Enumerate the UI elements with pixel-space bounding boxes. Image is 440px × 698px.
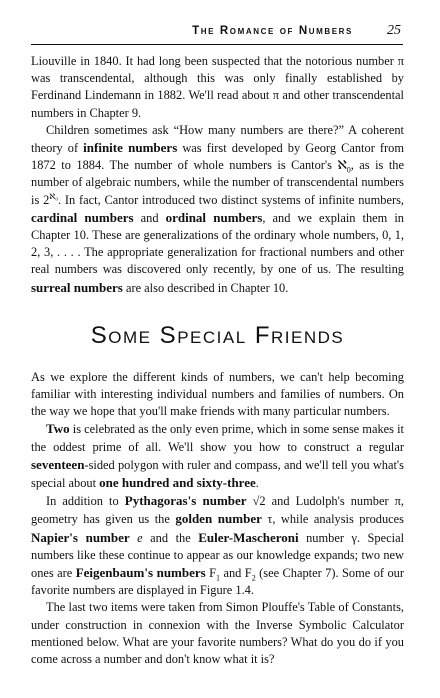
subscript: 2 <box>251 573 256 583</box>
term-euler-mascheroni: Euler-Mascheroni <box>198 529 299 545</box>
body-text <box>31 53 404 668</box>
text-span: are also described in Chapter 10. <box>122 280 289 295</box>
text-span: F <box>205 566 217 581</box>
term-cardinal-numbers: cardinal numbers <box>31 209 134 225</box>
term-seventeen: seventeen <box>31 456 85 472</box>
term-surreal-numbers: surreal numbers <box>31 279 123 295</box>
superscript-aleph-null: ℵ₀ <box>49 191 59 201</box>
text-span: . In fact, Cantor introduced two distinct systems of infinite numbers, <box>58 192 404 207</box>
term-infinite-numbers: infinite numbers <box>83 140 178 156</box>
subscript: 0 <box>346 165 351 175</box>
paragraph-3: As we explore the different kinds of numbers, we can't help becoming familiar with interesting individual numbers and families of numbers. On the way we hope that you'll make friends with many particular numbers. <box>31 369 404 419</box>
text-span: τ, while analysis produces <box>261 512 404 527</box>
paragraph-1: Liouville in 1840. It had long been suspected that the notorious number π was transcendental, although this was only finally established by Ferdinand Lindemann in 1882. We'll read about π and other transcendental numbers in Chapter 9. <box>31 54 404 120</box>
term-pythagoras-number: Pythagoras's number <box>124 493 247 509</box>
text-span: is celebrated as the only even prime, which in some sense makes it the oddest prime of all. We'll show you how to construct a regular <box>31 422 404 454</box>
paragraph-6: The last two items were taken from Simon Plouffe's Table of Constants, under construction in connexion with the Inverse Symbolic Calculator mentioned below. What are your favorite numbers? What do you do if you come across a number and don't know what it is? <box>31 600 404 667</box>
text-span: . <box>255 476 259 491</box>
text-span: and F <box>220 566 252 581</box>
paragraph-2 <box>31 122 404 297</box>
text-span: and the <box>142 530 199 545</box>
paragraph-5 <box>31 492 404 599</box>
text-span: , as is the number of algebraic numbers, while the number of transcendental numbers is 2 <box>31 158 404 207</box>
text-span: , and we explain them in Chapter 10. These are generalizations of the ordinary whole numbers, 0, 1, 2, 3, . . . . The appropriate generalization for fractional numbers and other real numbers was discovered only recently, by one of us. The resulting <box>31 210 404 277</box>
term-ordinal-numbers: ordinal numbers <box>165 209 263 225</box>
text-span: number γ. Special numbers like these continue to appear as our knowledge expands; two new ones are <box>31 530 405 581</box>
page-number: 25 <box>387 23 401 38</box>
symbol-e: e <box>129 530 143 545</box>
term-two: Two <box>46 421 70 437</box>
running-head <box>31 22 403 45</box>
text-span: was first developed by Georg Cantor from 1872 to 1884. The number of whole numbers is Cantor's ℵ <box>31 141 405 173</box>
text-span: -sided polygon with ruler and compass, and we'll tell you what's special about <box>31 457 404 491</box>
text-span: √2 and Ludolph's number π, geometry has given us the <box>31 494 404 527</box>
term-napier-number: Napier's number <box>31 529 130 545</box>
term-one-hundred-sixty-three: one hundred and sixty-three <box>99 475 256 491</box>
text-span: Children sometimes ask “How many numbers are there?” A coherent theory of <box>31 122 404 156</box>
term-feigenbaum-numbers: Feigenbaum's numbers <box>75 565 206 581</box>
paragraph-4 <box>31 420 404 492</box>
running-head-title: The Romance of Numbers <box>192 25 353 37</box>
term-golden-number: golden number <box>175 511 262 527</box>
section-heading: Some Special Friends <box>90 321 345 349</box>
text-span: (see Chapter 7). Some of our favorite numbers are displayed in Figure 1.4. <box>31 566 404 598</box>
subscript: 1 <box>216 573 221 583</box>
text-span: and <box>133 210 166 225</box>
text-span: In addition to <box>46 494 125 509</box>
